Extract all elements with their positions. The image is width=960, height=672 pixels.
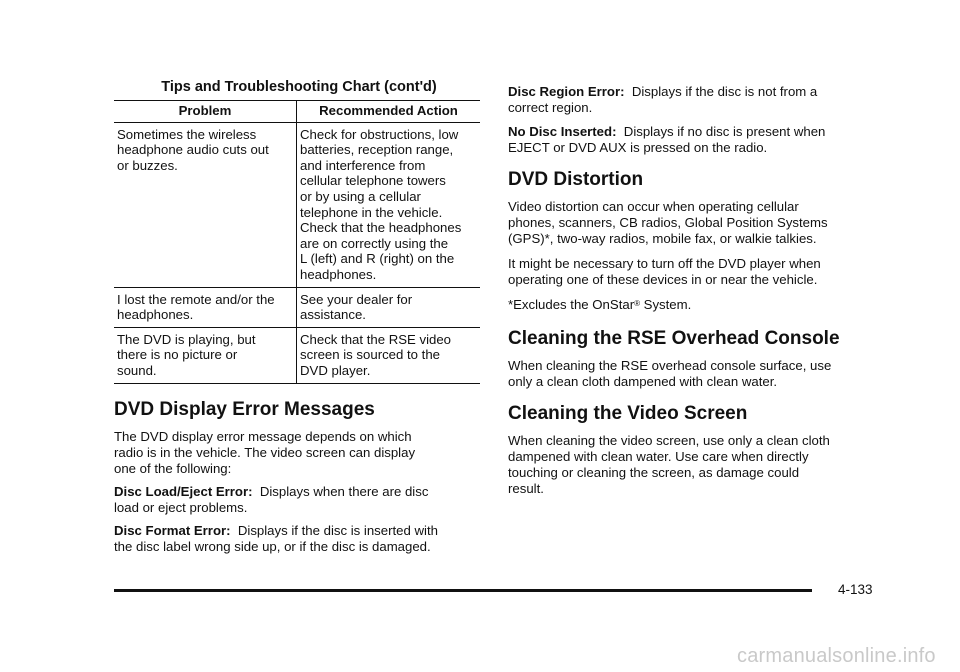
problem-cell xyxy=(114,287,297,327)
disc-format-error xyxy=(114,523,484,555)
action-cell xyxy=(297,122,481,287)
definition-text: Displays if no disc is present when xyxy=(623,124,826,139)
cell-line: Check for obstructions, low xyxy=(300,126,459,142)
text-line: the disc label wrong side up, or if the disc is damaged. xyxy=(114,538,431,554)
definition-text: Displays if the disc is not from a xyxy=(631,84,818,99)
page-number: 4-133 xyxy=(838,582,873,597)
cell-line: headphones. xyxy=(300,266,377,282)
action-cell xyxy=(297,327,481,383)
video-screen-body xyxy=(508,433,878,497)
text-line: one of the following: xyxy=(114,460,232,476)
watermark: carmanualsonline.info xyxy=(737,645,936,667)
cell-line: batteries, reception range, xyxy=(300,142,454,158)
definition-text: Displays if the disc is inserted with xyxy=(237,522,438,538)
table-row xyxy=(114,327,480,383)
footnote-text: *Excludes the OnStar xyxy=(508,297,635,312)
text-line: It might be necessary to turn off the DVD player when xyxy=(508,256,821,271)
cell-line: headphones. xyxy=(117,307,194,323)
table-header-row xyxy=(114,101,480,123)
section-heading-video-screen: Cleaning the Video Screen xyxy=(508,403,748,424)
dvd-distortion-para-2 xyxy=(508,256,878,288)
cell-line: screen is sourced to the xyxy=(300,347,441,363)
term-label: Disc Load/Eject Error: xyxy=(114,483,253,499)
cell-line: L (left) and R (right) on the xyxy=(300,251,455,267)
cell-line: See your dealer for xyxy=(300,291,413,307)
cell-line: are on correctly using the xyxy=(300,235,449,251)
text-line: (GPS)*, two-way radios, mobile fax, or walkie talkies. xyxy=(508,231,817,246)
table-row xyxy=(114,287,480,327)
cell-line: Check that the RSE video xyxy=(300,331,452,347)
term-label: Disc Region Error: xyxy=(508,84,625,99)
cell-line: sound. xyxy=(117,362,157,378)
cell-line: there is no picture or xyxy=(117,347,238,363)
section-heading-dvd-distortion: DVD Distortion xyxy=(508,169,644,190)
term-label: Disc Format Error: xyxy=(114,522,231,538)
cell-line: or by using a cellular xyxy=(300,188,421,204)
cell-line: The DVD is playing, but xyxy=(117,331,256,347)
term-label: No Disc Inserted: xyxy=(508,124,617,139)
dvd-distortion-para-1 xyxy=(508,199,878,247)
text-line: The DVD display error message depends on which xyxy=(114,428,412,444)
text-line: result. xyxy=(508,481,544,496)
text-line: only a clean cloth dampened with clean water. xyxy=(508,374,778,389)
text-line: touching or cleaning the screen, as damage could xyxy=(508,465,800,480)
troubleshooting-table xyxy=(114,100,480,384)
section-heading-dvd-display-errors: DVD Display Error Messages xyxy=(114,398,375,420)
text-line: operating one of these devices in or near the vehicle. xyxy=(508,272,818,287)
cell-line: Sometimes the wireless xyxy=(117,126,257,142)
rse-console-body xyxy=(508,358,878,390)
right-column xyxy=(508,84,878,497)
column-header-action: Recommended Action xyxy=(297,101,481,123)
text-line: correct region. xyxy=(508,100,593,115)
cell-line: or buzzes. xyxy=(117,157,178,173)
text-line xyxy=(508,297,878,313)
table-row xyxy=(114,122,480,287)
registered-mark: ® xyxy=(634,299,640,308)
disc-load-eject-error xyxy=(114,484,484,516)
left-column xyxy=(114,78,484,555)
text-line xyxy=(508,124,878,140)
problem-cell xyxy=(114,327,297,383)
text-line: load or eject problems. xyxy=(114,499,248,515)
text-line xyxy=(114,484,484,500)
text-line: phones, scanners, CB radios, Global Position Systems xyxy=(508,215,828,230)
table-caption: Tips and Troubleshooting Chart (cont'd) xyxy=(161,79,437,95)
cell-line: Check that the headphones xyxy=(300,220,462,236)
cell-line: cellular telephone towers xyxy=(300,173,446,189)
text-line: radio is in the vehicle. The video screen can display xyxy=(114,444,416,460)
text-line: EJECT or DVD AUX is pressed on the radio. xyxy=(508,140,768,155)
action-cell xyxy=(297,287,481,327)
text-line xyxy=(114,523,484,539)
onstar-footnote xyxy=(508,297,878,313)
text-line xyxy=(508,84,878,100)
definition-text: Displays when there are disc xyxy=(259,483,429,499)
footer-rule xyxy=(114,589,812,592)
cell-line: assistance. xyxy=(300,307,366,323)
cell-line: headphone audio cuts out xyxy=(117,142,269,158)
cell-line: and interference from xyxy=(300,157,426,173)
text-line: Video distortion can occur when operating cellular xyxy=(508,199,799,214)
text-line: When cleaning the RSE overhead console surface, use xyxy=(508,358,832,373)
no-disc-inserted xyxy=(508,124,878,156)
footnote-text-suffix: System. xyxy=(640,297,692,312)
section-heading-rse-console: Cleaning the RSE Overhead Console xyxy=(508,328,840,349)
cell-line: DVD player. xyxy=(300,362,371,378)
column-header-problem: Problem xyxy=(114,101,297,123)
cell-line: telephone in the vehicle. xyxy=(300,204,443,220)
cell-line: I lost the remote and/or the xyxy=(117,291,275,307)
text-line: dampened with clean water. Use care when directly xyxy=(508,449,809,464)
disc-region-error xyxy=(508,84,878,116)
text-line: When cleaning the video screen, use only a clean cloth xyxy=(508,433,830,448)
problem-cell xyxy=(114,122,297,287)
dvd-errors-intro xyxy=(114,429,484,477)
